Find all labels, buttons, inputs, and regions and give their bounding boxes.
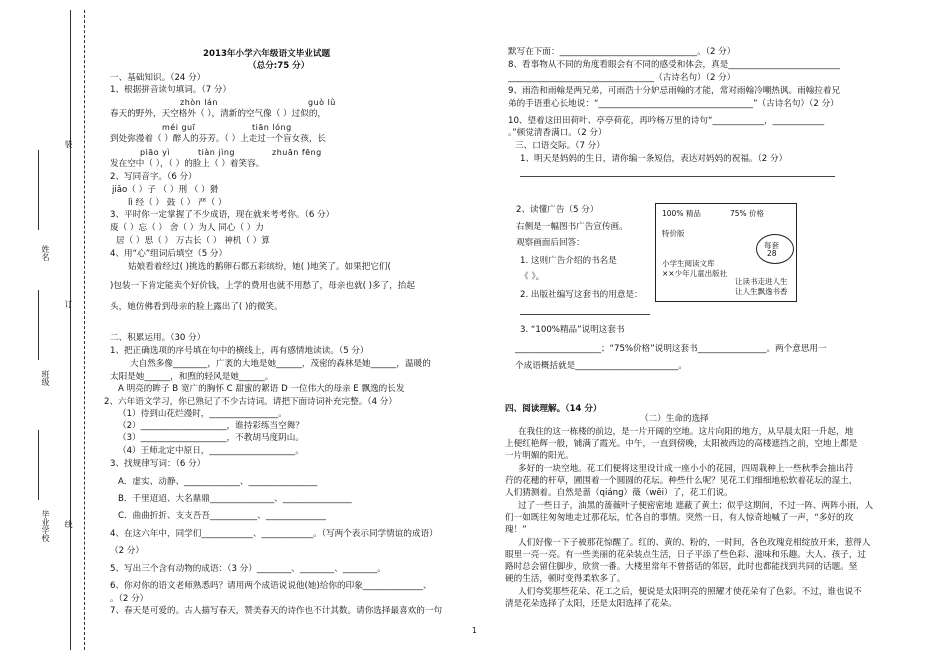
s2-q7-cont: 默写在下面：________________________________。（2 分） <box>508 47 736 57</box>
ad-intro: 右侧是一幅图书广告宣传画。 <box>516 222 628 232</box>
ad-price: 75% 价格 <box>730 209 765 218</box>
passage-line: 过了一些日子，油黑的蔷薇叶子便密密地 遮蔽了黄土；似乎这期间，不过一阵、两阵小雨，人 <box>518 501 874 511</box>
s2-q6-tail: 。（2 分） <box>110 594 149 604</box>
s1-line: 春天的野外，天空格外（ ），清新的空气像（ ）过似的， <box>110 109 327 119</box>
passage-line: 人们好像一下子被那花惊醒了。红的、黄的、粉的，一时间，各色玫瑰竞相绽放开来，惹得人 <box>518 538 871 548</box>
s2-q5: 5、写出三个含有动物的成语：（3 分）________、________、________。 <box>110 564 386 574</box>
poem-line: （2）____________________，谁持彩练当空舞？ <box>118 421 304 431</box>
s1-line: )包装一下肯定能卖个好价钱，上学的费用也就不用愁了，母亲也就( )多了，抬起 <box>110 281 415 291</box>
s1-q1: 1、根据拼音读句填词。（7 分） <box>110 85 232 95</box>
school-blank[interactable] <box>38 430 39 500</box>
passage-line: 一片明媚的阳光。 <box>505 451 574 461</box>
s1-line: jiǎo（ ）子 （ ）刑 （ ）猾 <box>112 185 219 195</box>
s1-line: 姑娘看着经过( )挑选的鹅卵石都五彩缤纷，她( )地笑了。如果把它们( <box>128 262 391 272</box>
ad-q2: 2. 出版社编写这套书的用意是： <box>520 290 643 300</box>
ad-slogan2: 让人生飘逸书香 <box>735 287 788 296</box>
s2-q8: 8、看事物从不同的角度看眼会有不同的感受和体会，真是__________________________ <box>508 60 841 70</box>
pinyin: guò lǜ <box>308 98 336 107</box>
ad-publisher: ××少年儿童出版社 <box>662 269 728 278</box>
pattern-line: B．千里迢迢、大名鼎鼎_______________、________________ <box>118 494 352 504</box>
passage-line: 上便红艳辉一般，铺满了霞光。中午，一直到傍晚，太阳被西边的高楼遮挡之前，空地上都是 <box>505 439 858 449</box>
passage-line: 人们猜测着。自然是蔷（qiáng）薇（wēi）了，花工们说。 <box>505 488 733 498</box>
s2-line: 太阳是她______，和煦的轻风是她______。 <box>110 372 274 382</box>
label-school: 毕业学校 <box>41 510 50 542</box>
passage-line: 在我住的这一栋楼的前边，是一片开阔的空地。这片向阳的地方，从早晨太阳一升起，地 <box>518 427 854 437</box>
binding-line-inner <box>84 10 85 650</box>
passage-line: 多好的一块空地。花工们便将这里设计成一座小小的花园，四周栽种上一些秋季会抽出荇 <box>518 464 854 474</box>
total-score: （总分:75 分） <box>248 61 310 71</box>
class-blank[interactable] <box>38 290 39 360</box>
ad-instruction: 观察画面后回答： <box>516 238 585 248</box>
pinyin: tiān lóng <box>252 123 292 132</box>
ad-q1: 1. 这则广告介绍的书名是 <box>520 256 617 266</box>
section4-heading: 四、阅读理解。（14 分） <box>505 404 602 414</box>
label-class: 班级 <box>41 370 50 386</box>
passage-line: 们一如既往匆匆地走过那花坛，忙各自的事情。突然一日，有人惊奇地喊了一声，“多好的玫 <box>505 513 854 523</box>
ad-quality: 100% 精品 <box>662 209 701 218</box>
s1-q2: 2、写同音字。（6 分） <box>110 172 197 182</box>
passage-line: 瑰！” <box>505 525 527 535</box>
section2-heading: 二、积累运用。（30 分） <box>110 333 206 343</box>
s1-line: 到处弥漫着（ ）醉人的芬芳。（ ）上走过一个盲女孩，长 <box>110 134 327 144</box>
poem-line: （3）____________________，不教胡马度阴山。 <box>118 433 304 443</box>
ad-q3: 3. “100%精品”说明这套书 <box>520 325 625 335</box>
pattern-line: A．虚实、动静、_____________、________________ <box>118 477 318 487</box>
ad-slogan1: 让读书走进人生 <box>735 277 788 286</box>
poem-line: （4）王师北定中原日，____________________。 <box>118 446 304 456</box>
pinyin: méi guī <box>162 123 196 132</box>
s2-q3: 3、找规律写词：（6 分） <box>110 459 206 469</box>
answer-line[interactable] <box>520 314 650 315</box>
s2-q8-cont: __________________________________（古诗名句）（2 分） <box>508 73 736 83</box>
name-blank[interactable] <box>38 150 39 230</box>
s2-q7: 7、春天是可爱的。古人描写春天，赞美春天的诗作也不计其数。请你选择最喜欢的一句 <box>110 606 443 616</box>
s1-line: lì 经（ ） 鼓（ ） 严（ ） <box>128 198 227 208</box>
s2-line: 大自然多像________，广袤的大地是她______，茂密的森林是她______，温暖的 <box>130 359 431 369</box>
s2-q4-score: （2 分） <box>110 546 144 556</box>
s2-options: A 明亮的眸子 B 宽广的胸怀 C 甜蜜的絮语 D 一位伟大的母亲 E 飘逸的长发 <box>118 384 405 394</box>
pinyin: zhuān fēng <box>272 148 322 157</box>
ad-price-value: 28 <box>767 249 777 258</box>
label-xian: 线 <box>64 520 73 528</box>
passage-line: 路时总会留住脚步，欣赏一番。大楼里常年不曾搭话的邻居，此时也都能找到共同的话题。坚 <box>505 562 858 572</box>
page-title: 2013年小学六年级语文毕业试题 <box>203 49 331 59</box>
passage-line: 人们夸奖那些花朵、花工之后，便说是太阳明亮的照耀才使花朵有了色彩。不过，谁也说不 <box>518 587 862 597</box>
answer-line[interactable] <box>520 176 835 177</box>
ad-series: 小学生阅读文库 <box>662 259 715 268</box>
section1-heading: 一、基础知识。（24 分） <box>110 73 206 83</box>
s2-q9-cont: 弟的手语重心长地说：“____________________________________”（古诗名句）（2 分） <box>508 99 839 109</box>
section3-heading: 三、口语交际。（7 分） <box>515 141 605 151</box>
binding-line-outer <box>70 10 71 650</box>
s2-q1: 1、把正确选项的序号填在句中的横线上，再有感情地读读。（5 分） <box>110 346 369 356</box>
ad-q1-answer[interactable]: 《 》。 <box>520 272 545 282</box>
s2-q4: 4、在这六年中，同学们____________、____________。（写两个表示同学情谊的成语） <box>110 529 438 539</box>
label-zhuang: 装 <box>64 140 73 148</box>
passage-line: 荇的花穗的杆草，圃围着一个圆圆的花坛。种些什么呢？见花工们细细地松软着花坛的湿土， <box>505 476 858 486</box>
s1-line: 废（ ）忘（ ） 舍（ ）为人 同心（ ）力 <box>110 223 264 233</box>
passage-line: 清是花朵选择了太阳，还是太阳选择了花朵。 <box>505 599 677 609</box>
ad-per-set: 每套 <box>764 241 779 250</box>
s2-q9: 9、雨浩和雨翰是两兄弟，可雨浩十分妒忌雨翰的才能，常对雨翰冷嘲热讽。雨翰拉着兄 <box>508 86 841 96</box>
s2-q6: 6、你对你的语文老师熟悉吗？请用两个成语说说他(她)给你的印象______________、 <box>110 581 432 591</box>
s2-q10-cont: 。”顿觉清香满口。（2 分） <box>508 128 607 138</box>
label-name: 姓名 <box>41 245 50 261</box>
s1-q4: 4、用“心”组词后填空（5 分） <box>110 249 228 259</box>
ad-q3-line: ____________________；“75%价格”说明这套书________________。两个意思用一 <box>515 344 827 354</box>
ad-special: 特价版 <box>662 229 685 238</box>
s1-line: 居（ ）思（ ） 万古长（ ） 神机（ ）算 <box>116 236 270 246</box>
s1-q3: 3、平时你一定掌握了不少成语，现在就来考考你。（6 分） <box>110 210 335 220</box>
poem-line: （1）待到山花烂漫时，________________。 <box>118 409 287 419</box>
passage-line: 硬的生活，顿时变得柔软多了。 <box>505 574 626 584</box>
pattern-line: C．曲曲折折、支支吾吾___________、______________ <box>118 511 326 521</box>
pinyin: tiàn jìng <box>198 148 235 157</box>
passage-title: （二）生命的选择 <box>640 414 709 424</box>
passage-line: 眼里一亮一亮。有一些美丽的花朵装点生活，日子平添了些色彩、滋味和乐趣。大人、孩子，过 <box>505 550 866 560</box>
s2-q2: 2、六年语文学习，你已熟记了不少古诗词。请把下面诗词补充完整。（4 分） <box>104 397 397 407</box>
s3-q1: 1、明天是妈妈的生日，请你编一条短信，表达对妈妈的祝福。（2 分） <box>520 154 788 164</box>
s1-line: 头，她仿佛看到母亲的脸上露出了( )的微笑。 <box>110 302 283 312</box>
label-ding: 订 <box>64 300 73 308</box>
pinyin: zhòn lán <box>180 98 218 107</box>
s1-line: 发在空中（ ），（ ）的脸上（ ）着笑容。 <box>110 159 265 169</box>
s2-q10: 10、望着这田田荷叶、亭亭荷花，再吟杨万里的诗句“____________，____________ <box>508 116 825 126</box>
page-number: 1 <box>472 626 477 635</box>
pinyin: piāo yì <box>140 148 171 157</box>
ad-q3-line2: 个成语概括就是________________________。 <box>515 361 687 371</box>
s3-q2: 2、读懂广告（5 分） <box>516 205 599 215</box>
